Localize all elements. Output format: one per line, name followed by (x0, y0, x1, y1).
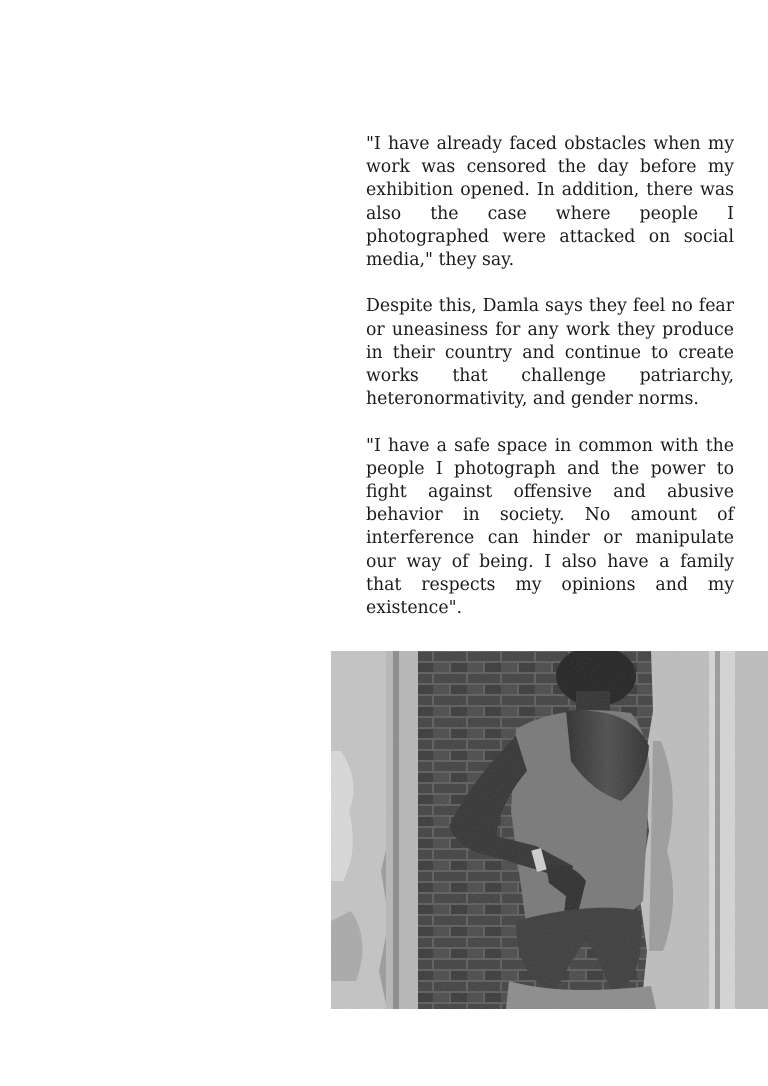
paragraph-quote-safe-space: "I have a safe space in common with the people I photograph and the power to fight against offensive and abusive behavior in society. No amount of interference can hinder or manipulate our way of being. I also have a family that respects my opinions and my existence". (366, 435, 734, 619)
photograph (331, 651, 768, 1009)
paragraph-no-fear: Despite this, Damla says they feel no fear or uneasiness for any work they produce in their country and continue to create works that challenge patriarchy, heteronormativity, and gender norms. (366, 296, 734, 410)
photograph-illustration (331, 651, 768, 1009)
paragraph-quote-censorship: "I have already faced obstacles when my work was censored the day before my exhibition opened. In addition, there was also the case where people I photographed were attacked on social media," they say. (366, 134, 734, 271)
article-text (366, 133, 734, 643)
